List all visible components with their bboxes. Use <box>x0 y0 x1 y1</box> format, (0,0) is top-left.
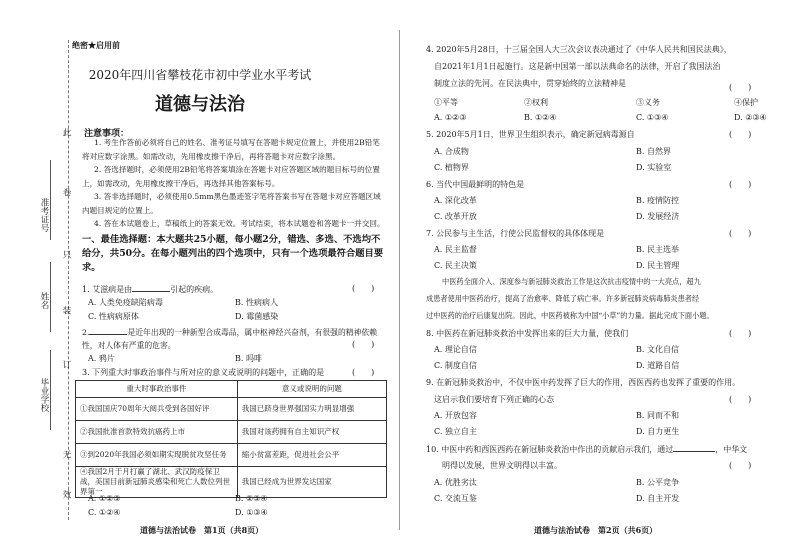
q9-option-c[interactable]: C. 独立自主 <box>434 427 477 436</box>
q1-blank <box>132 283 170 292</box>
q4-option-d[interactable]: D. ②③④ <box>734 113 767 122</box>
q9-option-a[interactable]: A. 开放包容 <box>434 411 477 420</box>
q6-option-d[interactable]: D. 发展经济 <box>636 212 680 221</box>
q3-events-table <box>75 380 387 498</box>
q1-stem-b: 引起的疾病。 <box>170 285 219 294</box>
q6-option-b[interactable]: B. 疫情防控 <box>636 196 679 205</box>
binding-char: 无 <box>61 450 71 459</box>
table-cell: 缩小贫富差距，促进社会公平 <box>237 444 386 467</box>
table-row <box>76 467 387 498</box>
q3-option-a[interactable]: A. ①②③ <box>88 494 121 503</box>
table-cell: 我国对该药拥有自主知识产权 <box>237 421 386 444</box>
q8-option-a[interactable]: A. 理论自信 <box>434 345 477 354</box>
name-label: 姓名 <box>39 292 49 309</box>
q10-stem-line1 <box>426 443 747 455</box>
q1-option-b[interactable]: B. 性病病人 <box>235 298 278 307</box>
q4-stem-line1: 4. 2020年5月28日，十三届全国人大三次会议表决通过了《中华人民共和国民法典》， <box>426 45 732 54</box>
q4-stem-line3: 制度立法的先河。在民法典中，贯穿始终的立法精神是 <box>434 79 626 88</box>
q4-option-a[interactable]: A. ①②③ <box>434 113 467 122</box>
q6-answer-paren[interactable]: ( ) <box>729 180 752 189</box>
exam-title: 2020年四川省攀枝花市初中学业水平考试 <box>88 68 312 82</box>
q4-option-b[interactable]: B. ①②④ <box>524 113 557 122</box>
exam-page-2 <box>404 0 794 560</box>
table-cell: ①我国国庆70周年大阅兵受到各国好评 <box>76 398 238 421</box>
school-field[interactable] <box>50 350 51 430</box>
q4-answer-paren[interactable]: ( ) <box>729 83 752 92</box>
q10-option-c[interactable]: C. 交流互鉴 <box>434 494 477 503</box>
q10-option-d[interactable]: D. 自主开发 <box>636 494 680 503</box>
notice-item: 4. 答在本试题卷上，草稿纸上的答案无效。考试结束，将本试题卷和答题卡一并交回。 <box>94 219 385 228</box>
q2-answer-paren[interactable]: ( ) <box>352 340 375 349</box>
notice-item: 3. 答非选择题时，必须使用0.5mm黑色墨迹签字笔将答案书写在答题卡对应答题区域内题目规定的位置上。 <box>82 192 381 215</box>
page-footer: 道德与法治试卷 第1页（共8页） <box>140 525 264 535</box>
section-heading: 一、最佳选择题：本大题共25小题，每小题2分，错选、多选、不选均不给分，共50分。在每小题列出的四个选项中，只有一个选项最符合题目要求。 <box>82 234 384 273</box>
exam-number-label: 准考证号 <box>39 198 49 232</box>
q10-option-b[interactable]: B. 公平竞争 <box>636 478 679 487</box>
binding-char: 效 <box>61 490 71 499</box>
q9-stem-line1: 9. 在新冠肺炎救治中，不仅中医中药发挥了巨大的作用，西医西药也发挥了重要的作用。 <box>426 378 741 387</box>
q1-answer-paren[interactable]: ( ) <box>352 284 375 293</box>
q10-option-a[interactable]: A. 优胜劣汰 <box>434 478 477 487</box>
binding-char: 只 <box>61 250 71 259</box>
table-row <box>76 398 387 421</box>
q5-option-b[interactable]: B. 自然界 <box>636 147 671 156</box>
q1-option-d[interactable]: D. 霉菌感染 <box>235 312 279 321</box>
q3-option-d[interactable]: D. ①③④ <box>235 508 268 517</box>
q4-item-2: ②权利 <box>524 98 548 107</box>
q4-item-4: ④保护 <box>734 98 758 107</box>
q8-stem: 8. 中医药在新冠肺炎救治中发挥出来的巨大力量，使我们 <box>426 329 629 338</box>
q2-option-a[interactable]: A. 鸦片 <box>88 354 115 363</box>
page-divider <box>399 30 400 530</box>
question-3-stem: 3. 下列重大时事政治事件与所对应的意义或说明的问题中，正确的是 <box>82 368 325 377</box>
q4-option-c[interactable]: C. ①③④ <box>636 113 669 122</box>
q6-option-c[interactable]: C. 改革开放 <box>434 212 477 221</box>
table-header: 意义或说明的问题 <box>237 381 386 398</box>
table-cell: 我国已跻身世界强国实力明显增强 <box>237 398 386 421</box>
binding-dashed-line <box>68 40 69 520</box>
binding-char: 订 <box>61 360 71 369</box>
q9-option-b[interactable]: B. 同而不和 <box>636 411 679 420</box>
notice-item: 2. 答选择题时，必须使用2B铅笔将答案填涂在答题卡对应答题区域的题目标号的位置上，如需改动，先用橡皮擦干净后，再选择其他答案标号。 <box>82 165 380 188</box>
q7-stem: 7. 公民参与主生活，行使公民监督权的具体体现是 <box>426 229 605 238</box>
confidential-label: 绝密★启用前 <box>72 40 120 50</box>
q2-stem-b: 是近年出现的一种新型合成毒品，属中枢神经兴奋剂，有很强的精神依赖性，对人体有严重的危害。 <box>82 328 377 350</box>
subject-title: 道德与法治 <box>155 94 245 115</box>
q10-stem-a: 10. 中医中药和西医西药在新冠肺炎救治中作出的贡献启示我们，通过 <box>426 445 674 454</box>
q3-option-b[interactable]: B. ②③④ <box>235 494 268 503</box>
q7-option-a[interactable]: A. 民主监督 <box>434 245 477 254</box>
table-cell: ④我国2月于月打赢了湖北、武汉防疫保卫战，美国目前新冠肺炎感染和死亡人数位列世界第一 <box>76 467 238 498</box>
passage-line: 成患者使用中医药治疗，提高了治愈率、降低了病亡率。许多新冠肺炎病毒肺炎患者经 <box>426 294 700 303</box>
q5-option-a[interactable]: A. 合成物 <box>434 147 469 156</box>
question-1-stem <box>82 283 218 295</box>
table-cell: ②我国批准首款特效抗癌药上市 <box>76 421 238 444</box>
q5-answer-paren[interactable]: ( ) <box>729 130 752 139</box>
q8-option-b[interactable]: B. 文化自信 <box>636 345 679 354</box>
q5-option-c[interactable]: C. 植物界 <box>434 163 469 172</box>
q10-stem-line2: 明得以发展，世界文明得以丰富。 <box>442 461 562 470</box>
q5-stem: 5. 2020年5月1日，世界卫生组织表示，确定新冠病毒源自 <box>426 130 635 139</box>
q1-option-c[interactable]: C. 性病病原体 <box>88 312 139 321</box>
binding-char: 此 <box>61 128 71 137</box>
q7-option-c[interactable]: C. 民主决策 <box>434 261 477 270</box>
table-row <box>76 421 387 444</box>
q7-option-b[interactable]: B. 民主选举 <box>636 245 679 254</box>
q1-stem-a: 1. 艾滋病是由 <box>82 285 133 294</box>
exam-number-field[interactable] <box>50 160 51 240</box>
q6-stem: 6. 当代中国最鲜明的特色是 <box>426 180 525 189</box>
table-cell: ③到2020年我国必须如期实现脱贫攻坚任务 <box>76 444 238 467</box>
q2-blank <box>89 326 127 335</box>
q2-stem-a: 2. <box>82 328 90 337</box>
passage-line: 中医药全面介入、深度参与新冠肺炎救治工作是这次抗击疫情中的一大亮点，超九 <box>442 277 701 286</box>
table-header: 重大时事政治事件 <box>76 381 238 398</box>
q10-answer-paren[interactable]: ( ) <box>729 461 752 470</box>
q9-option-d[interactable]: D. 自力更生 <box>636 427 680 436</box>
q9-stem-line2: 这启示我们要培育下列正确的心态 <box>434 395 554 404</box>
question-2-stem <box>82 326 382 352</box>
q7-option-d[interactable]: D. 民主管理 <box>636 261 680 270</box>
q6-option-a[interactable]: A. 深化改革 <box>434 196 477 205</box>
table-row <box>76 444 387 467</box>
q3-answer-paren[interactable]: ( ) <box>352 368 375 377</box>
q4-item-3: ③义务 <box>636 98 660 107</box>
name-field[interactable] <box>50 262 51 332</box>
q4-stem-line2: 自2021年1月1日起施行。这是新中国第一部以法典命名的法律，开启了我国法治 <box>434 62 721 71</box>
notice-item: 1. 考生作答前必须将自己的姓名、准考证号填写在答题卡规定位置上，并使用2B铅笔将对应数字涂黑。如需改动，先用橡皮擦干净后，再将答题卡对应数字涂黑。 <box>82 138 380 161</box>
binding-char: 装 <box>61 306 71 315</box>
q8-answer-paren[interactable]: ( ) <box>729 329 752 338</box>
q2-option-b[interactable]: B. 吗啡 <box>235 354 262 363</box>
passage-line: 过中医药的治疗后康复出院。因此，中医药被称为中国“小草”的力量。据此完成下面小题。 <box>426 311 714 320</box>
table-cell: 我国已经成为世界发达国家 <box>237 467 386 498</box>
q10-stem-b: ，中华文 <box>715 445 748 454</box>
q3-option-c[interactable]: C. ①②④ <box>88 508 121 517</box>
page-footer: 道德与法治试卷 第2页（共6页） <box>534 525 658 535</box>
binding-char: 卷 <box>61 188 71 197</box>
school-label: 毕业学校 <box>39 378 49 412</box>
q5-option-d[interactable]: D. 实验室 <box>636 163 672 172</box>
q10-blank <box>673 443 715 452</box>
q8-option-c[interactable]: C. 制度自信 <box>434 361 477 370</box>
q8-option-d[interactable]: D. 道路自信 <box>636 361 680 370</box>
notice-heading: 注意事项： <box>84 129 130 139</box>
q4-item-1: ①平等 <box>434 98 458 107</box>
q9-answer-paren[interactable]: ( ) <box>729 395 752 404</box>
table-header-row <box>76 381 387 398</box>
q1-option-a[interactable]: A. 人类免疫缺陷病毒 <box>88 298 163 307</box>
q7-answer-paren[interactable]: ( ) <box>729 229 752 238</box>
